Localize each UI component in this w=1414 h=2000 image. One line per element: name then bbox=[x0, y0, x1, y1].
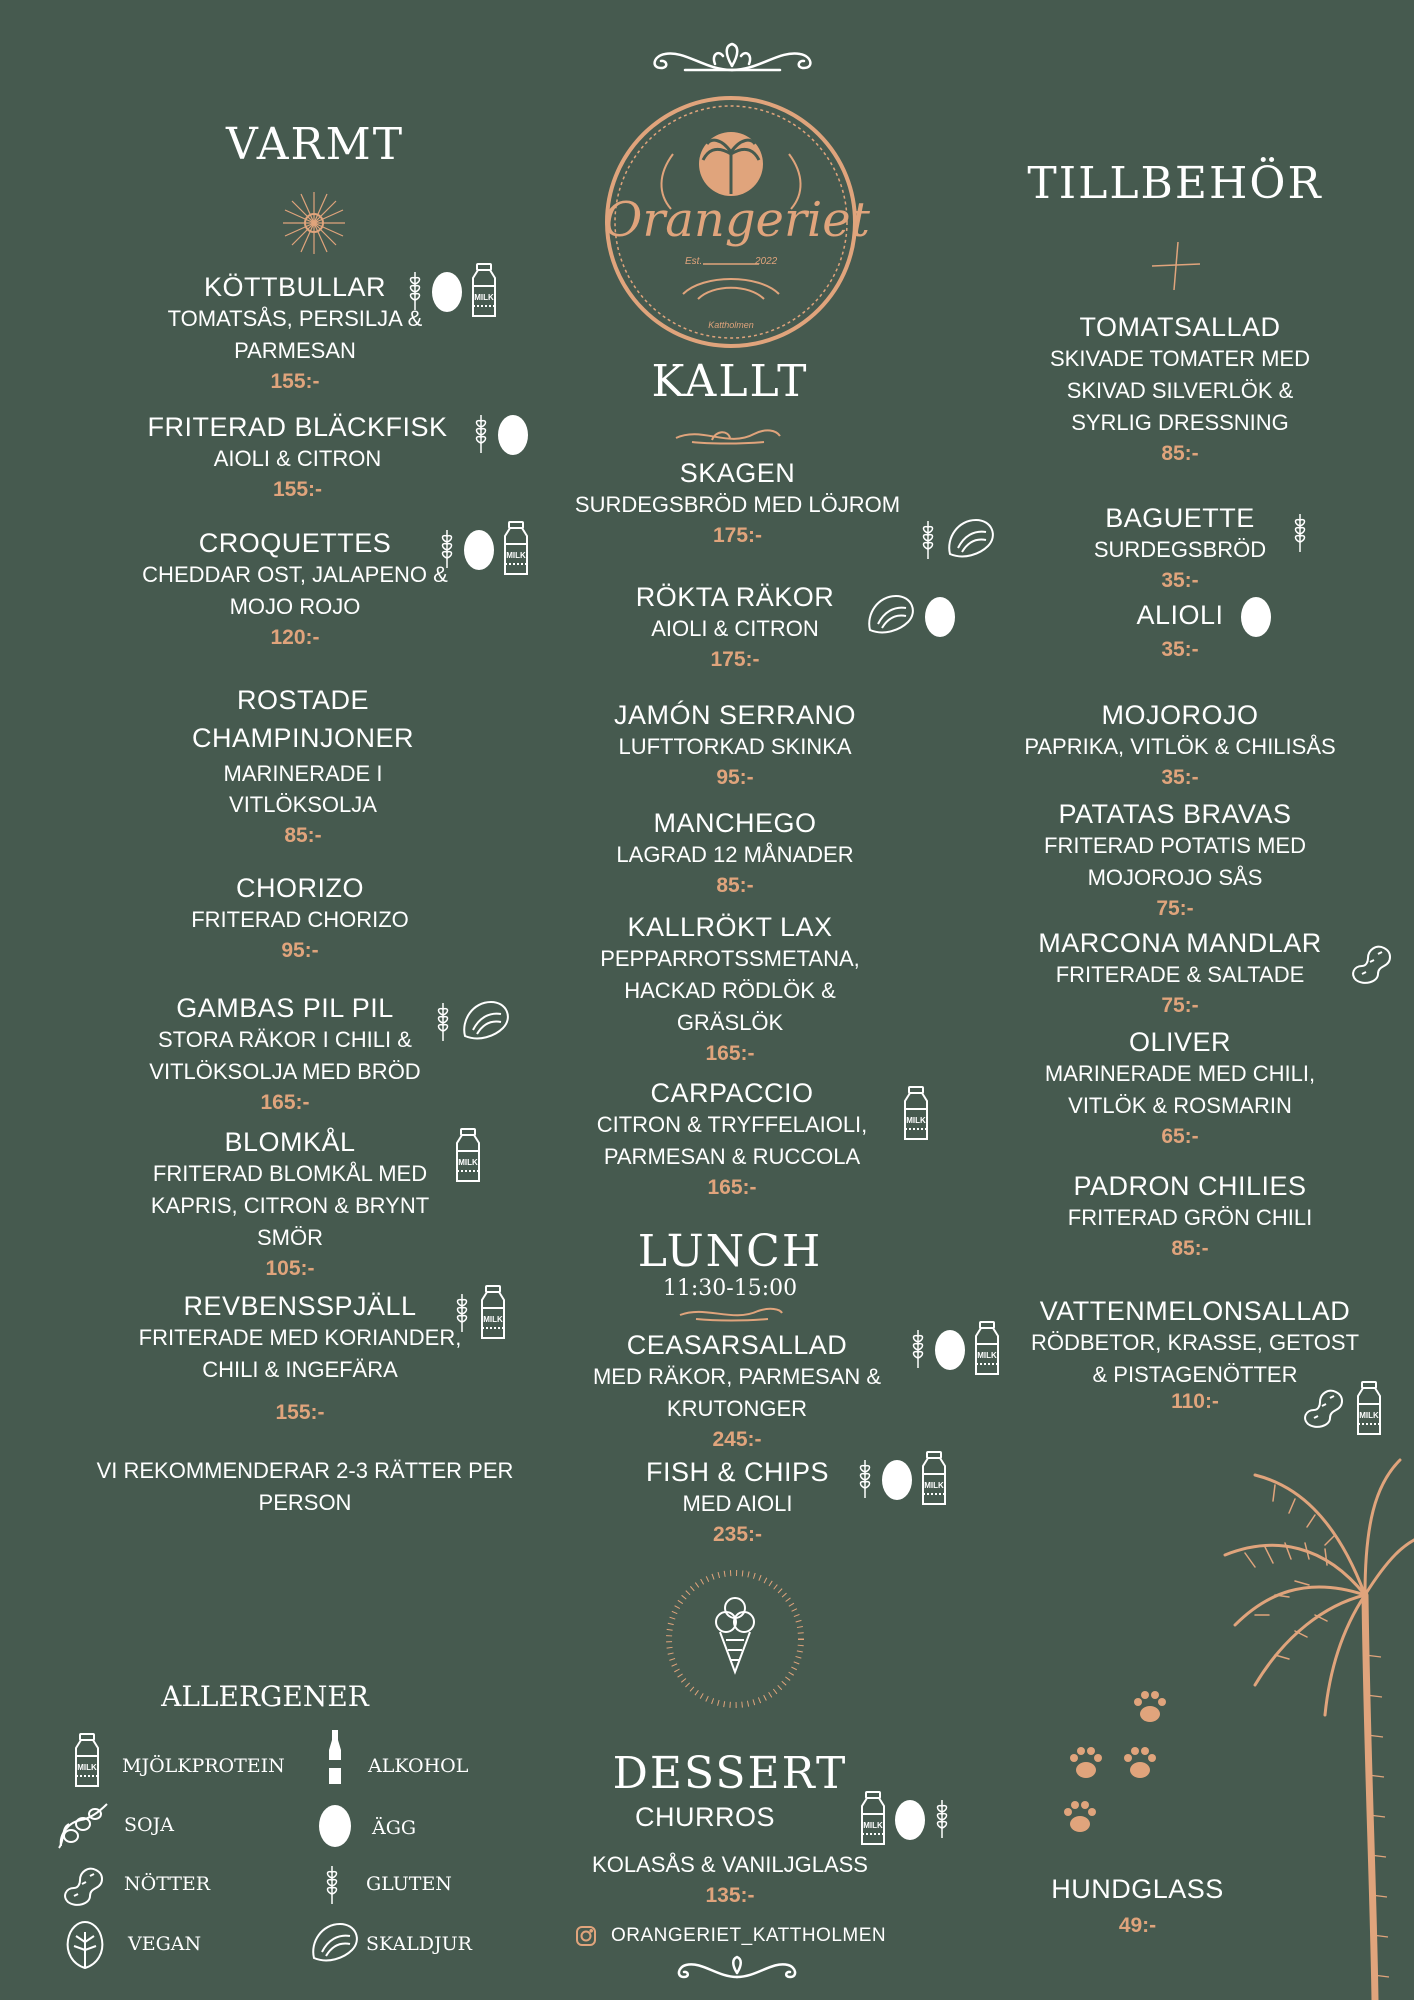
nut-icon bbox=[1348, 940, 1396, 988]
item-name: CARPACCIO bbox=[650, 1078, 814, 1108]
menu-item bbox=[1015, 1027, 1345, 1151]
gluten-icon bbox=[1290, 510, 1310, 554]
recommendation-note bbox=[95, 1455, 515, 1519]
item-desc: FRITERADE & SALTADE bbox=[1055, 962, 1305, 988]
allergen-icons bbox=[858, 1790, 952, 1846]
item-desc: AIOLI & CITRON bbox=[651, 616, 819, 642]
item-desc: FRITERAD CHORIZO bbox=[191, 907, 409, 933]
svg-text:MILK: MILK bbox=[506, 551, 526, 560]
item-price: 105:- bbox=[265, 1256, 315, 1280]
item-price: 65:- bbox=[1161, 1124, 1199, 1148]
item-name: CHURROS bbox=[634, 1802, 775, 1832]
legend-label: GLUTEN bbox=[366, 1873, 452, 1895]
milk-icon bbox=[1354, 1380, 1384, 1436]
item-name: HUNDGLASS bbox=[1051, 1874, 1224, 1904]
item-desc: TOMATSÅS, PERSILJA & PARMESAN bbox=[167, 306, 423, 363]
allergen-icons bbox=[901, 1085, 931, 1141]
svg-text:MILK: MILK bbox=[977, 1351, 997, 1360]
item-name: CEASARSALLAD bbox=[626, 1330, 848, 1360]
kallt-heading: KALLT bbox=[651, 356, 809, 407]
menu-item bbox=[572, 1330, 902, 1454]
shellfish-icon bbox=[308, 1918, 362, 1968]
item-desc: CHEDDAR OST, JALAPENO & MOJO ROJO bbox=[142, 562, 448, 619]
legend-label: SKALDJUR bbox=[366, 1933, 472, 1955]
egg-icon bbox=[894, 1795, 926, 1841]
menu-item bbox=[605, 1457, 870, 1549]
item-price: 245:- bbox=[712, 1427, 762, 1451]
item-desc: FRITERAD BLOMKÅL MED KAPRIS, CITRON & BRYNT SMÖR bbox=[150, 1161, 430, 1250]
allergen-icons bbox=[452, 1284, 508, 1340]
lunch-heading: LUNCH bbox=[637, 1226, 823, 1277]
item-price: 135:- bbox=[705, 1883, 755, 1907]
menu-item bbox=[125, 1127, 455, 1283]
menu-item bbox=[120, 993, 450, 1117]
menu-item bbox=[560, 700, 910, 792]
allergen-icons bbox=[1290, 510, 1310, 554]
gluten-icon bbox=[452, 1290, 472, 1334]
paw-prints bbox=[1060, 1680, 1180, 1850]
instagram-icon bbox=[575, 1925, 597, 1947]
menu-item bbox=[105, 1291, 495, 1427]
menu-item bbox=[1110, 600, 1250, 664]
item-price: 120:- bbox=[270, 625, 320, 649]
item-price: 155:- bbox=[272, 477, 323, 501]
gluten-icon bbox=[932, 1796, 952, 1840]
item-name: TOMATSALLAD bbox=[1079, 312, 1281, 342]
item-desc: MED RÄKOR, PARMESAN & KRUTONGER bbox=[592, 1364, 882, 1421]
egg-icon bbox=[497, 410, 529, 456]
gluten-icon bbox=[433, 999, 453, 1043]
item-name: OLIVER bbox=[1128, 1027, 1232, 1057]
allergen-icons bbox=[855, 1450, 949, 1506]
gluten-icon bbox=[918, 517, 938, 561]
item-price: 95:- bbox=[716, 765, 754, 789]
egg-icon bbox=[1240, 592, 1272, 638]
item-desc: PAPRIKA, VITLÖK & CHILISÅS bbox=[1024, 734, 1336, 760]
vegan-icon bbox=[62, 1918, 108, 1970]
item-name: PADRON CHILIES bbox=[1073, 1171, 1307, 1201]
item-desc: KOLASÅS & VANILJGLASS bbox=[592, 1852, 868, 1878]
milk-icon bbox=[478, 1284, 508, 1340]
item-price: 235:- bbox=[712, 1522, 763, 1546]
paw-icon bbox=[1060, 1796, 1100, 1836]
item-price: 49:- bbox=[1118, 1914, 1157, 1938]
item-price: 175:- bbox=[712, 523, 763, 547]
milk-icon bbox=[72, 1732, 102, 1788]
item-desc: RÖDBETOR, KRASSE, GETOST & PISTAGENÖTTER bbox=[1030, 1330, 1360, 1387]
svg-text:MILK: MILK bbox=[906, 1116, 926, 1125]
svg-text:MILK: MILK bbox=[458, 1158, 478, 1167]
menu-item bbox=[600, 582, 870, 674]
item-desc: MARINERADE I VITLÖKSOLJA bbox=[223, 760, 383, 818]
bottle-icon bbox=[325, 1728, 345, 1786]
item-name: KALLRÖKT LAX bbox=[627, 912, 833, 942]
menu-item bbox=[1025, 799, 1325, 923]
item-name: MANCHEGO bbox=[653, 808, 817, 838]
svg-text:MILK: MILK bbox=[483, 1315, 503, 1324]
item-name: GAMBAS PIL PIL bbox=[176, 993, 394, 1023]
allergen-icons bbox=[918, 514, 998, 564]
item-desc: CITRON & TRYFFELAIOLI, PARMESAN & RUCCOLA bbox=[596, 1112, 868, 1169]
legend-label: ÄGG bbox=[372, 1817, 417, 1839]
item-price: 75:- bbox=[1156, 896, 1194, 920]
menu-item bbox=[1000, 700, 1360, 792]
egg-icon bbox=[318, 1800, 352, 1848]
top-flourish bbox=[645, 40, 820, 76]
item-name: SKAGEN bbox=[679, 458, 796, 488]
item-name: BAGUETTE bbox=[1105, 503, 1255, 533]
brand-est: Est. bbox=[685, 256, 703, 267]
item-price: 35:- bbox=[1161, 638, 1199, 662]
menu-item bbox=[168, 682, 438, 851]
gluten-icon bbox=[471, 411, 491, 455]
item-name: VATTENMELONSALLAD bbox=[1039, 1296, 1351, 1326]
item-price: 155:- bbox=[270, 369, 320, 393]
shellfish-icon bbox=[864, 590, 918, 640]
menu-item bbox=[1020, 928, 1340, 1020]
item-name: BLOMKÅL bbox=[224, 1127, 356, 1157]
item-name: CROQUETTES bbox=[198, 528, 392, 558]
item-desc: MED AIOLI bbox=[682, 1491, 793, 1517]
allergen-icons bbox=[1300, 1380, 1384, 1436]
egg-icon bbox=[934, 1325, 966, 1371]
item-name: FRITERAD BLÄCKFISK bbox=[147, 412, 448, 442]
item-desc: SKIVADE TOMATER MED SKIVAD SILVERLÖK & SYRLIG DRESSNING bbox=[1050, 346, 1310, 435]
brand-name: Orangeriet bbox=[603, 192, 870, 248]
item-price: 110:- bbox=[1171, 1389, 1219, 1413]
paw-icon bbox=[1120, 1742, 1160, 1782]
milk-icon bbox=[501, 520, 531, 576]
menu-item bbox=[150, 873, 450, 965]
brand-logo bbox=[603, 94, 870, 350]
item-price: 35:- bbox=[1161, 765, 1199, 789]
allergen-icons bbox=[453, 1127, 483, 1183]
item-desc: AIOLI & CITRON bbox=[213, 446, 382, 472]
item-name: REVBENSSPJÄLL bbox=[183, 1291, 417, 1321]
item-desc: SURDEGSBRÖD MED LÖJROM bbox=[574, 492, 901, 518]
item-name: MOJOROJO bbox=[1101, 700, 1259, 730]
item-price: 95:- bbox=[281, 938, 319, 962]
allergen-icons bbox=[908, 1320, 1002, 1376]
svg-text:MILK: MILK bbox=[924, 1481, 944, 1490]
menu-item bbox=[560, 458, 915, 550]
item-desc: FRITERAD POTATIS MED MOJOROJO SÅS bbox=[1044, 833, 1306, 890]
cross-ornament bbox=[1148, 238, 1204, 294]
sunburst-ornament bbox=[281, 190, 347, 256]
item-name: PATATAS BRAVAS bbox=[1058, 799, 1292, 829]
menu-item bbox=[570, 1802, 890, 1910]
svg-text:MILK: MILK bbox=[1359, 1411, 1379, 1420]
svg-text:MILK: MILK bbox=[863, 1821, 883, 1830]
menu-item bbox=[1030, 1874, 1245, 1940]
legend-label: VEGAN bbox=[128, 1933, 202, 1955]
gluten-icon bbox=[855, 1456, 875, 1500]
soy-icon bbox=[55, 1800, 111, 1852]
dessert-heading: DESSERT bbox=[612, 1748, 848, 1799]
allergen-icons bbox=[1240, 592, 1272, 638]
allergen-icons bbox=[437, 520, 531, 576]
item-price: 165:- bbox=[260, 1090, 310, 1114]
nut-icon bbox=[60, 1862, 108, 1910]
item-price: 35:- bbox=[1161, 568, 1199, 592]
menu-item bbox=[115, 528, 475, 652]
menu-item bbox=[1070, 503, 1290, 595]
allergen-icons bbox=[471, 410, 529, 456]
item-desc: LUFTTORKAD SKINKA bbox=[618, 734, 852, 760]
item-price: 85:- bbox=[284, 824, 322, 848]
paw-icon bbox=[1130, 1686, 1170, 1726]
nut-icon bbox=[1300, 1384, 1348, 1432]
svg-text:MILK: MILK bbox=[474, 293, 494, 302]
ice-cream-icon bbox=[664, 1568, 806, 1710]
item-name: MARCONA MANDLAR bbox=[1038, 928, 1322, 958]
milk-icon bbox=[469, 262, 499, 318]
lunch-hours: 11:30-15:00 bbox=[662, 1276, 798, 1301]
item-desc: FRITERAD GRÖN CHILI bbox=[1067, 1205, 1313, 1231]
item-desc: SURDEGSBRÖD bbox=[1093, 537, 1267, 563]
menu-item bbox=[565, 912, 895, 1068]
shellfish-icon bbox=[459, 996, 513, 1046]
item-name: JAMÓN SERRANO bbox=[613, 700, 857, 730]
item-price: 75:- bbox=[1161, 993, 1199, 1017]
instagram-text: ORANGERIET_KATTHOLMEN bbox=[611, 1925, 887, 1946]
item-name: FISH & CHIPS bbox=[645, 1457, 830, 1487]
paw-icon bbox=[1066, 1742, 1106, 1782]
allergener-heading: ALLERGENER bbox=[161, 1680, 369, 1713]
item-price: 85:- bbox=[1161, 441, 1199, 465]
gluten-icon bbox=[322, 1862, 342, 1906]
item-name: ALIOLI bbox=[1136, 600, 1224, 630]
item-price: 165:- bbox=[705, 1041, 755, 1065]
item-price: 175:- bbox=[710, 647, 760, 671]
brand-year: 2022 bbox=[755, 256, 778, 267]
lunch-flourish bbox=[676, 1303, 786, 1325]
svg-text:MILK: MILK bbox=[77, 1763, 97, 1772]
legend-label: NÖTTER bbox=[124, 1873, 211, 1895]
item-price: 165:- bbox=[707, 1175, 757, 1199]
milk-icon bbox=[901, 1085, 931, 1141]
legend-label: ALKOHOL bbox=[368, 1755, 469, 1777]
item-price: 85:- bbox=[716, 873, 754, 897]
milk-icon bbox=[453, 1127, 483, 1183]
item-price: 155:- bbox=[275, 1400, 325, 1424]
milk-icon bbox=[919, 1450, 949, 1506]
item-desc: STORA RÄKOR I CHILI & VITLÖKSOLJA MED BRÖD bbox=[149, 1027, 421, 1084]
milk-icon bbox=[972, 1320, 1002, 1376]
menu-item bbox=[575, 1078, 889, 1202]
brand-location: Kattholmen bbox=[708, 320, 754, 330]
legend-label: MJÖLKPROTEIN bbox=[122, 1755, 285, 1777]
shellfish-icon bbox=[944, 514, 998, 564]
item-desc: PEPPARROTSSMETANA, HACKAD RÖDLÖK & GRÄSLÖK bbox=[600, 946, 860, 1035]
item-desc: FRITERADE MED KORIANDER, CHILI & INGEFÄRA bbox=[138, 1325, 462, 1382]
menu-item bbox=[1040, 1171, 1340, 1263]
instagram-handle[interactable] bbox=[575, 1925, 886, 1947]
item-desc: LAGRAD 12 MÅNADER bbox=[616, 842, 854, 868]
allergen-icons bbox=[1348, 940, 1396, 988]
note-text: VI REKOMMENDERAR 2-3 RÄTTER PER PERSON bbox=[96, 1458, 514, 1515]
egg-icon bbox=[924, 592, 956, 638]
item-name: CHORIZO bbox=[236, 873, 364, 903]
varmt-heading: VARMT bbox=[225, 119, 405, 170]
allergen-icons bbox=[864, 590, 956, 640]
legend-label: SOJA bbox=[124, 1814, 174, 1836]
gluten-icon bbox=[405, 268, 425, 312]
egg-icon bbox=[463, 525, 495, 571]
gluten-icon bbox=[908, 1326, 928, 1370]
item-name: KÖTTBULLAR bbox=[203, 272, 387, 302]
item-name: RÖKTA RÄKOR bbox=[635, 582, 835, 612]
tillbehor-heading: TILLBEHÖR bbox=[1027, 158, 1323, 209]
item-name: ROSTADE CHAMPINJONER bbox=[191, 685, 414, 753]
menu-item bbox=[1010, 312, 1350, 468]
egg-icon bbox=[431, 267, 463, 313]
gluten-icon bbox=[437, 526, 457, 570]
item-price: 85:- bbox=[1171, 1236, 1209, 1260]
allergen-icons bbox=[433, 996, 513, 1046]
item-desc: MARINERADE MED CHILI, VITLÖK & ROSMARIN bbox=[1044, 1061, 1316, 1118]
menu-item bbox=[560, 808, 910, 900]
bottom-flourish bbox=[672, 1955, 802, 1983]
allergen-icons bbox=[405, 262, 499, 318]
milk-icon bbox=[858, 1790, 888, 1846]
kallt-flourish bbox=[672, 420, 784, 450]
egg-icon bbox=[881, 1455, 913, 1501]
menu-item bbox=[100, 412, 495, 504]
